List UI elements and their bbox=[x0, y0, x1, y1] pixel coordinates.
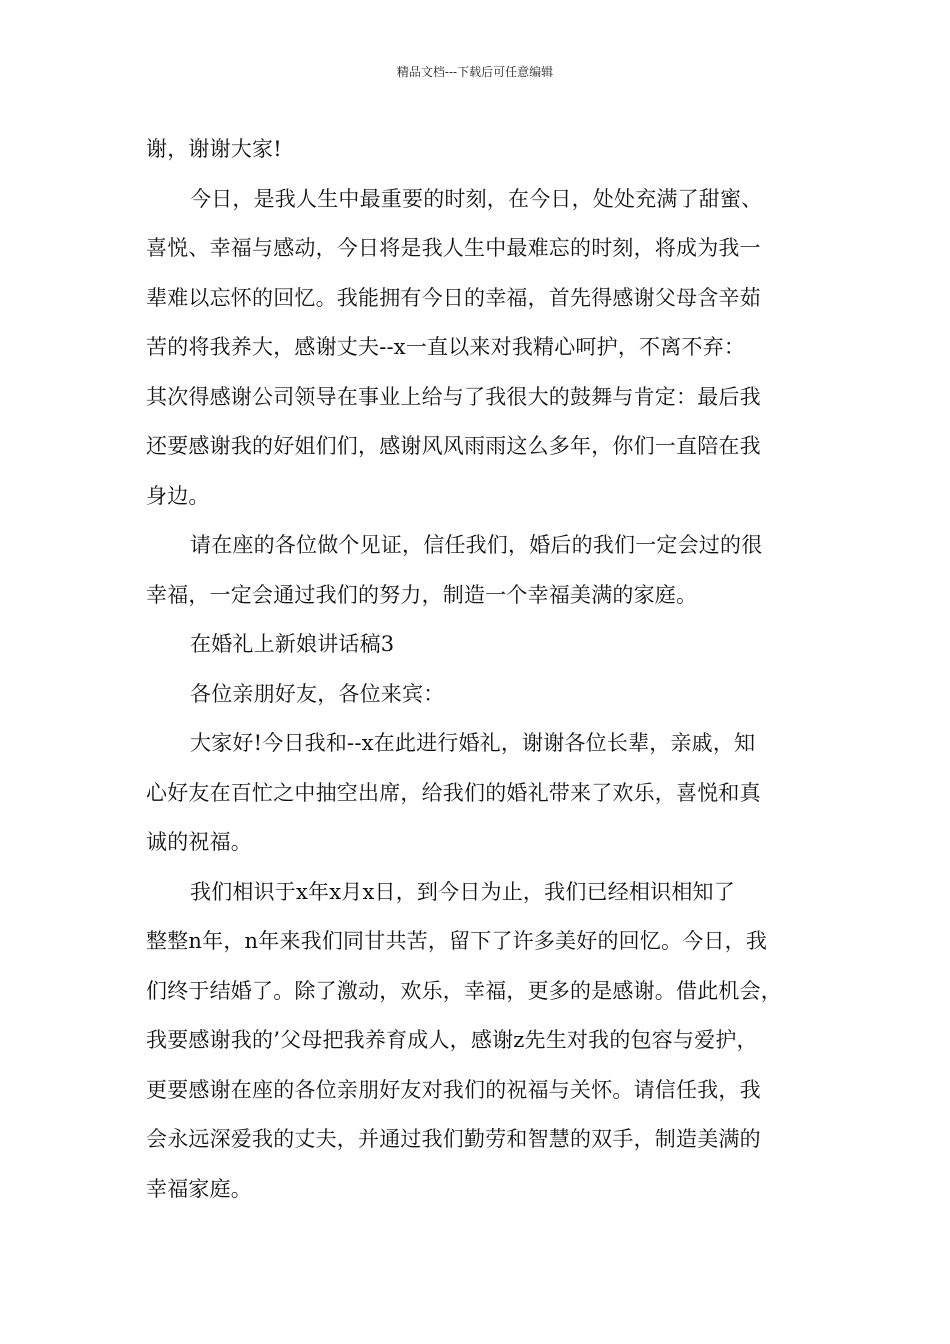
page-header: 精品文档---下载后可任意编辑 bbox=[396, 65, 554, 79]
document-body bbox=[146, 125, 810, 1214]
text-line: 诚的祝福。 bbox=[146, 830, 252, 854]
text-line: 身边。 bbox=[146, 483, 210, 508]
text-line: 会永远深爱我的丈夫，并通过我们勤劳和智慧的双手，制造美满的 bbox=[146, 1127, 761, 1151]
section-title: 在婚礼上新娘讲话稿3 bbox=[190, 632, 395, 656]
text-line: 整整n年，n年来我们同甘共苦，留下了许多美好的回忆。今日，我 bbox=[146, 929, 768, 953]
paragraph-start-line: 大家好!今日我和--x在此进行婚礼，谢谢各位长辈，亲戚，知 bbox=[190, 731, 756, 755]
paragraph-start-line: 今日，是我人生中最重要的时刻，在今日，处处充满了甜蜜、 bbox=[190, 186, 763, 211]
paragraph-start-line: 请在座的各位做个见证，信任我们，婚后的我们一定会过的很 bbox=[190, 533, 763, 557]
text-line: 幸福，一定会通过我们的努力，制造一个幸福美满的家庭。 bbox=[146, 582, 698, 607]
text-line: 心好友在百忙之中抽空出席，给我们的婚礼带来了欢乐，喜悦和真 bbox=[146, 780, 761, 805]
paragraph-start-line: 我们相识于x年x月x日，到今日为止，我们已经相识相知了 bbox=[190, 879, 735, 904]
text-line: 其次得感谢公司领导在事业上给与了我很大的鼓舞与肯定：最后我 bbox=[146, 384, 761, 409]
text-line: 更要感谢在座的各位亲朋好友对我们的祝福与关怀。请信任我，我 bbox=[146, 1077, 761, 1102]
text-line: 们终于结婚了。除了激动，欢乐，幸福，更多的是感谢。借此机会， bbox=[146, 978, 782, 1003]
text-line: 还要感谢我的好姐们们，感谢风风雨雨这么多年，你们一直陪在我 bbox=[146, 434, 761, 458]
text-line: 辈难以忘怀的回忆。我能拥有今日的幸福，首先得感谢父母含辛茹 bbox=[146, 285, 761, 310]
text-line: 我要感谢我的’父母把我养育成人，感谢z先生对我的包容与爱护， bbox=[146, 1028, 758, 1052]
text-line: 喜悦、幸福与感动，今日将是我人生中最难忘的时刻，将成为我一 bbox=[146, 236, 761, 260]
text-line: 谢，谢谢大家! bbox=[146, 137, 282, 161]
salutation-line: 各位亲朋好友，各位来宾： bbox=[190, 681, 445, 706]
text-line: 幸福家庭。 bbox=[146, 1176, 252, 1201]
text-line: 苦的将我养大，感谢丈夫--x一直以来对我精心呵护，不离不弃： bbox=[146, 335, 746, 359]
